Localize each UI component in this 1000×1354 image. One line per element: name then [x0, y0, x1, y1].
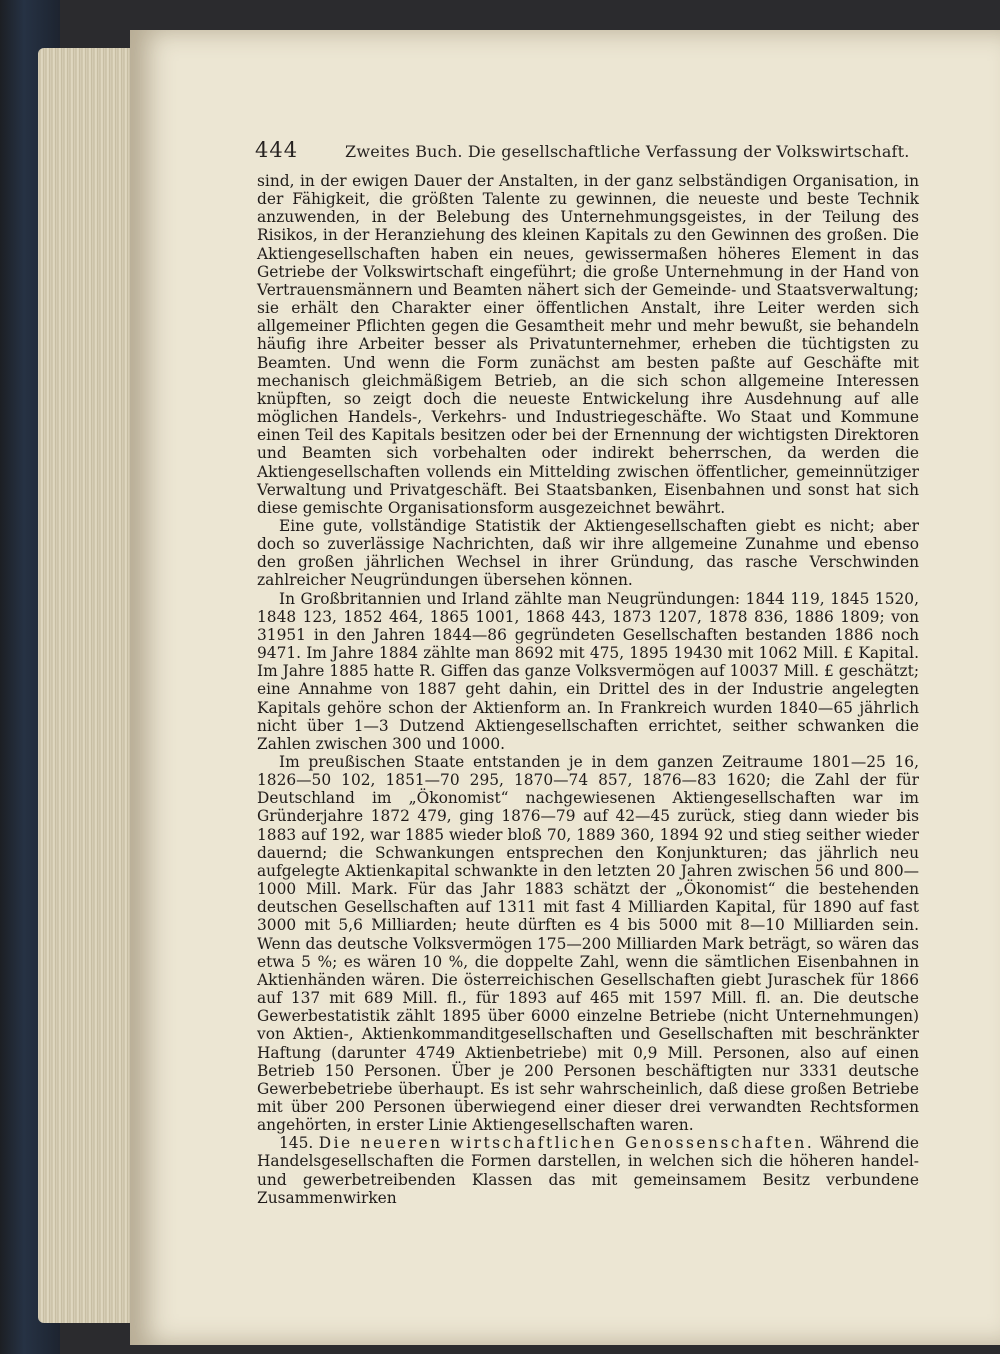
- page-number: 444: [255, 138, 299, 162]
- running-title: Zweites Buch. Die gesellschaftliche Verfassung der Volkswirtschaft.: [345, 142, 910, 161]
- paragraph-continuation: sind, in der ewigen Dauer der Anstalten, in der ganz selbständigen Organisation, in der Fähigkeit, die größten Talente zu gewinnen, die neueste und beste Technik anzuwenden, in der Belebung des Unternehmungsgeistes, in der Teilung des Risikos, in der Heranziehung des kleinen Kapitals zu den Gewinnen des großen. Die Aktiengesellschaften haben ein neues, gewissermaßen höheres Element in das Getriebe der Volkswirtschaft eingeführt; die große Unternehmung in der Hand von Vertrauensmännern und Beamten nähert sich der Gemeinde- und Staatsverwaltung; sie erhält den Charakter einer öffentlichen Anstalt, ihre Leiter werden sich allgemeiner Pflichten gegen die Gesamtheit mehr und mehr bewußt, sie behandeln häufig ihre Arbeiter besser als Privatunternehmer, erheben die tüchtigsten zu Beamten. Und wenn die Form zunächst am besten paßte auf Geschäfte mit mechanisch gleichmäßigem Betrieb, an die sich schon allgemeine Interessen knüpften, so zeigt doch die neueste Entwickelung ihre Ausdehnung auf alle möglichen Handels-, Verkehrs- und Industriegeschäfte. Wo Staat und Kommune einen Teil des Kapitals besitzen oder bei der Ernennung der wichtigsten Direktoren und Beamten sich vorbehalten oder indirekt beherrschen, da werden die Aktiengesellschaften vollends ein Mittelding zwischen öffentlicher, gemeinnütziger Verwaltung und Privatgeschäft. Bei Staatsbanken, Eisenbahnen und sonst hat sich diese gemischte Organisationsform ausgezeichnet bewährt.: [257, 172, 919, 517]
- section-heading: Die neueren wirtschaftlichen Genossenschaften.: [318, 1134, 815, 1153]
- page-block-edges: [38, 48, 138, 1323]
- body-text: [257, 172, 919, 1207]
- paragraph-prussia-germany: Im preußischen Staate entstanden je in dem ganzen Zeitraume 1801—25 16, 1826—50 102, 1851—70 295, 1870—74 857, 1876—83 1620; die Zahl der für Deutschland im „Ökonomist“ nachgewiesenen Aktiengesellschaften war im Gründerjahre 1872 479, ging 1876—79 auf 42—45 zurück, stieg dann wieder bis 1883 auf 192, war 1885 wieder bloß 70, 1889 360, 1894 92 und stieg seither wieder dauernd; die Schwankungen entsprechen den Konjunkturen; das jährlich neu aufgelegte Aktienkapital schwankte in den letzten 20 Jahren zwischen 56 und 800—1000 Mill. Mark. Für das Jahr 1883 schätzt der „Ökonomist“ die bestehenden deutschen Gesellschaften auf 1311 mit fast 4 Milliarden Kapital, für 1890 auf fast 3000 mit 5,6 Milliarden; heute dürften es 4 bis 5000 mit 8—10 Milliarden sein. Wenn das deutsche Volksvermögen 175—200 Milliarden Mark beträgt, so wären das etwa 5 %; es wären 10 %, die doppelte Zahl, wenn die sämtlichen Eisenbahnen in Aktienhänden wären. Die österreichischen Gesellschaften giebt Juraschek für 1866 auf 137 mit 689 Mill. fl., für 1893 auf 465 mit 1597 Mill. fl. an. Die deutsche Gewerbestatistik zählt 1895 über 6000 einzelne Betriebe (nicht Unternehmungen) von Aktien-, Aktienkommanditgesellschaften und Gesellschaften mit beschränkter Haftung (darunter 4749 Aktienbetriebe) mit 0,9 Mill. Personen, also auf einen Betrieb 150 Personen. Über je 200 Personen beschäftigten nur 3331 deutsche Gewerbebetriebe überhaupt. Es ist sehr wahrscheinlich, daß diese großen Betriebe mit über 200 Personen überwiegend einer dieser drei verwandten Rechtsformen angehörten, in erster Linie Aktiengesellschaften waren.: [257, 753, 919, 1135]
- page-header: [255, 138, 920, 168]
- paragraph-section-145: [257, 1134, 919, 1207]
- paragraph-britain-france: In Großbritannien und Irland zählte man Neugründungen: 1844 119, 1845 1520, 1848 123, 1852 464, 1865 1001, 1868 443, 1873 1207, 1878 836, 1886 1809; von 31951 in den Jahren 1844—86 gegründeten Gesellschaften bestanden 1886 noch 9471. Im Jahre 1884 zählte man 8692 mit 475, 1895 19430 mit 1062 Mill. £ Kapital. Im Jahre 1885 hatte R. Giffen das ganze Volksvermögen auf 10037 Mill. £ geschätzt; eine Annahme von 1887 geht dahin, ein Drittel des in der Industrie angelegten Kapitals gehöre schon der Aktienform an. In Frankreich wurden 1840—65 jährlich nicht über 1—3 Dutzend Aktiengesellschaften errichtet, seither schwanken die Zahlen zwischen 300 und 1000.: [257, 589, 919, 753]
- paragraph-statistics-intro: Eine gute, vollständige Statistik der Aktiengesellschaften giebt es nicht; aber doch so zuverlässige Nachrichten, daß wir ihre allgemeine Zunahme und ebenso den großen jährlichen Wechsel in ihrer Gründung, das rasche Verschwinden zahlreicher Neugründungen übersehen können.: [257, 516, 919, 590]
- section-text: Während die Handelsgesellschaften die Formen darstellen, in welchen sich die höheren handel- und gewerbetreibenden Klassen das mit gemeinsamem Besitz verbundene Zusammenwirken: [257, 1134, 919, 1207]
- section-number: 145.: [279, 1134, 314, 1153]
